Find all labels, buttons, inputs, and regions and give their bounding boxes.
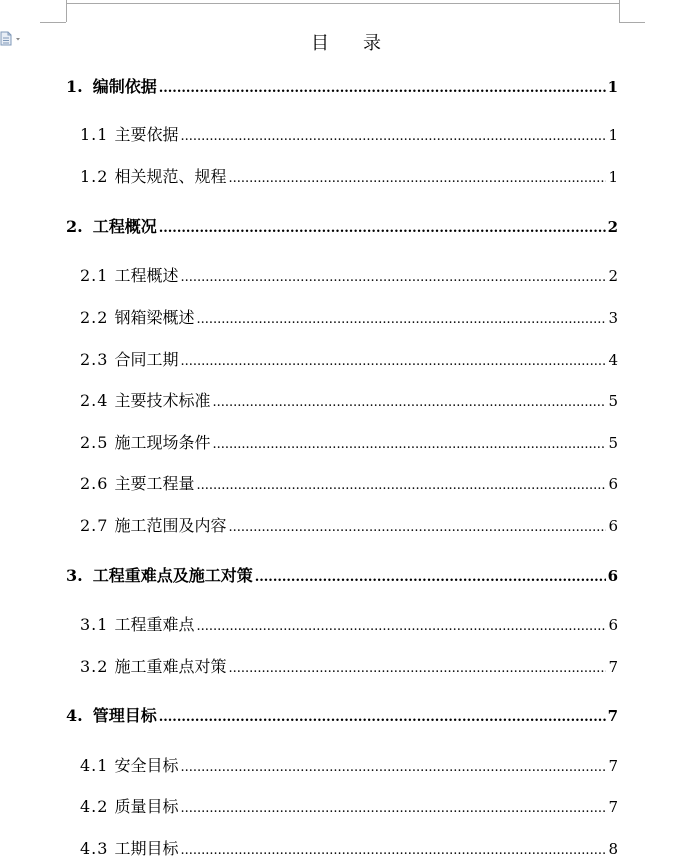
toc-entry-number: 2.2 — [80, 308, 109, 327]
toc-entry-label: 工程概述 — [114, 266, 179, 285]
toc-entry-number: 3.1 — [80, 615, 109, 634]
toc-entry-page-number: 7 — [608, 798, 618, 816]
toc-entry-number: 4.3 — [80, 839, 109, 858]
toc-entry-page-number: 5 — [608, 434, 618, 452]
toc-entry-number: 2.1 — [80, 266, 109, 285]
toc-entry-section[interactable] — [80, 430, 618, 453]
toc-entry-label: 钢箱梁概述 — [114, 308, 195, 327]
toc-entry-label: 合同工期 — [114, 350, 179, 369]
toc-entry-number: 2.7 — [80, 516, 109, 535]
toc-dot-leader — [159, 710, 606, 725]
toc-entry-page-number: 5 — [608, 392, 618, 410]
toc-dot-leader — [255, 570, 606, 585]
toc-entry-label: 相关规范、规程 — [114, 167, 227, 186]
toc-entry-section[interactable] — [80, 513, 618, 536]
toc-dot-leader — [212, 395, 606, 410]
toc-dot-leader — [180, 270, 606, 285]
toc-dot-leader — [196, 478, 606, 493]
toc-entry-number: 1. — [66, 77, 83, 96]
toc-dot-leader — [196, 312, 606, 327]
toc-entry-section[interactable] — [80, 612, 618, 635]
toc-entry-chapter[interactable] — [66, 563, 618, 586]
toc-title-char-2: 录 — [363, 33, 381, 54]
toc-entry-chapter[interactable] — [66, 214, 618, 237]
toc-entry-page-number: 1 — [607, 78, 618, 96]
toc-entry-page-number: 2 — [608, 267, 618, 285]
toc-entry-section[interactable] — [80, 794, 618, 817]
toc-dot-leader — [228, 661, 606, 676]
toc-entry-chapter[interactable] — [66, 74, 618, 97]
toc-entry-label: 主要工程量 — [114, 474, 195, 493]
toc-entry-number: 1.1 — [80, 125, 109, 144]
toc-entry-number: 3. — [66, 566, 83, 585]
toc-entry-label: 管理目标 — [92, 706, 157, 725]
toc-entry-page-number: 6 — [607, 567, 618, 585]
toc-entry-section[interactable] — [80, 471, 618, 494]
toc-entry-page-number: 3 — [608, 309, 618, 327]
toc-dot-leader — [159, 81, 606, 96]
toc-entry-label: 工程概况 — [92, 217, 157, 236]
toc-entry-label: 施工重难点对策 — [114, 657, 227, 676]
toc-entry-page-number: 4 — [608, 351, 618, 369]
toc-entry-number: 4.1 — [80, 756, 109, 775]
toc-entry-page-number: 1 — [608, 168, 618, 186]
toc-entry-label: 工期目标 — [114, 839, 179, 858]
toc-entry-label: 主要技术标准 — [114, 391, 211, 410]
toc-entry-label: 施工现场条件 — [114, 433, 211, 452]
toc-dot-leader — [212, 437, 606, 452]
toc-dot-leader — [180, 801, 606, 816]
toc-entry-label: 工程重难点 — [114, 615, 195, 634]
toc-entry-section[interactable] — [80, 388, 618, 411]
toc-entry-section[interactable] — [80, 122, 618, 145]
toc-entry-number: 1.2 — [80, 167, 109, 186]
toc-entry-section[interactable] — [80, 263, 618, 286]
toc-entry-label: 施工范围及内容 — [114, 516, 227, 535]
toc-entry-page-number: 2 — [607, 218, 618, 236]
toc-dot-leader — [180, 760, 606, 775]
toc-entry-label: 安全目标 — [114, 756, 179, 775]
toc-entry-number: 2.3 — [80, 350, 109, 369]
toc-entry-section[interactable] — [80, 836, 618, 859]
toc-entry-label: 质量目标 — [114, 797, 179, 816]
toc-entry-page-number: 8 — [608, 840, 618, 858]
toc-entry-page-number: 6 — [608, 616, 618, 634]
toc-entry-section[interactable] — [80, 164, 618, 187]
toc-dot-leader — [180, 354, 606, 369]
toc-dot-leader — [180, 843, 606, 858]
toc-title-char-1: 目 — [311, 33, 329, 54]
toc-entry-section[interactable] — [80, 305, 618, 328]
toc-entry-page-number: 7 — [607, 707, 618, 725]
toc-entry-section[interactable] — [80, 347, 618, 370]
toc-entry-label: 编制依据 — [92, 77, 157, 96]
toc-entry-label: 主要依据 — [114, 125, 179, 144]
toc-entry-number: 2. — [66, 217, 83, 236]
toc-entry-number: 2.5 — [80, 433, 109, 452]
toc-entry-section[interactable] — [80, 753, 618, 776]
toc-entry-number: 2.4 — [80, 391, 109, 410]
toc-dot-leader — [180, 129, 606, 144]
toc-entry-page-number: 6 — [608, 475, 618, 493]
toc-dot-leader — [159, 221, 606, 236]
toc-dot-leader — [228, 520, 606, 535]
toc-entry-section[interactable] — [80, 654, 618, 677]
toc-entry-number: 3.2 — [80, 657, 109, 676]
toc-entry-number: 2.6 — [80, 474, 109, 493]
toc-entry-page-number: 7 — [608, 757, 618, 775]
toc-entry-page-number: 1 — [608, 126, 618, 144]
toc-entry-number: 4.2 — [80, 797, 109, 816]
toc-entry-chapter[interactable] — [66, 703, 618, 726]
toc-entry-page-number: 7 — [608, 658, 618, 676]
toc-dot-leader — [196, 619, 606, 634]
toc-dot-leader — [228, 171, 606, 186]
toc-entry-number: 4. — [66, 706, 83, 725]
toc-entry-label: 工程重难点及施工对策 — [92, 566, 253, 585]
toc-entry-page-number: 6 — [608, 517, 618, 535]
